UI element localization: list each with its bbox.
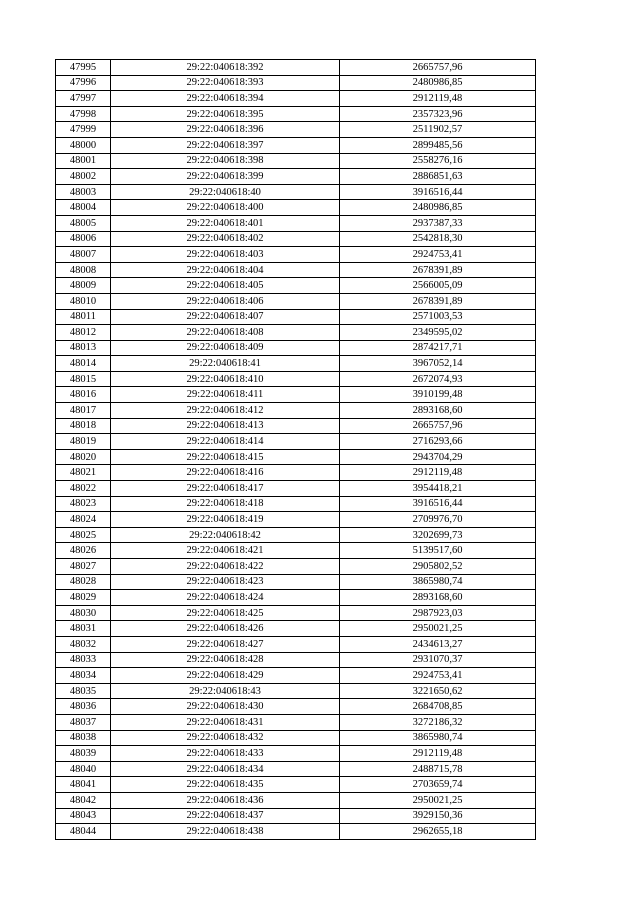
table-row	[56, 668, 536, 684]
cadastral-number-cell: 29:22:040618:404	[111, 262, 340, 278]
cadastral-number-cell: 29:22:040618:427	[111, 636, 340, 652]
cadastral-number-cell: 29:22:040618:40	[111, 184, 340, 200]
row-number-cell: 48025	[56, 527, 111, 543]
cadastral-number-cell: 29:22:040618:407	[111, 309, 340, 325]
cadastral-value-cell: 2665757,96	[340, 418, 536, 434]
table-row	[56, 137, 536, 153]
table-row	[56, 387, 536, 403]
cadastral-value-cell: 2962655,18	[340, 824, 536, 840]
row-number-cell: 48036	[56, 699, 111, 715]
row-number-cell: 48018	[56, 418, 111, 434]
cadastral-value-cell: 2480986,85	[340, 75, 536, 91]
cadastral-value-cell: 2672074,93	[340, 371, 536, 387]
cadastral-value-cell: 3929150,36	[340, 808, 536, 824]
row-number-cell: 48038	[56, 730, 111, 746]
row-number-cell: 48015	[56, 371, 111, 387]
cadastral-number-cell: 29:22:040618:436	[111, 792, 340, 808]
cadastral-number-cell: 29:22:040618:42	[111, 527, 340, 543]
cadastral-value-cell: 2937387,33	[340, 215, 536, 231]
cadastral-number-cell: 29:22:040618:406	[111, 293, 340, 309]
table-row	[56, 434, 536, 450]
cadastral-number-cell: 29:22:040618:431	[111, 714, 340, 730]
cadastral-number-cell: 29:22:040618:403	[111, 247, 340, 263]
table-row	[56, 122, 536, 138]
cadastral-value-cell: 2987923,03	[340, 605, 536, 621]
table-row	[56, 340, 536, 356]
cadastral-number-cell: 29:22:040618:416	[111, 465, 340, 481]
row-number-cell: 48033	[56, 652, 111, 668]
table-row	[56, 403, 536, 419]
cadastral-value-cell: 2912119,48	[340, 465, 536, 481]
cadastral-value-cell: 2950021,25	[340, 621, 536, 637]
cadastral-value-cell: 2488715,78	[340, 761, 536, 777]
cadastral-number-cell: 29:22:040618:394	[111, 91, 340, 107]
row-number-cell: 47996	[56, 75, 111, 91]
row-number-cell: 48031	[56, 621, 111, 637]
cadastral-value-cell: 3272186,32	[340, 714, 536, 730]
cadastral-number-cell: 29:22:040618:425	[111, 605, 340, 621]
cadastral-value-cell: 2912119,48	[340, 91, 536, 107]
table-row	[56, 574, 536, 590]
cadastral-value-cell: 2558276,16	[340, 153, 536, 169]
cadastral-value-cell: 2357323,96	[340, 106, 536, 122]
cadastral-value-cell: 2924753,41	[340, 668, 536, 684]
cadastral-value-cell: 3967052,14	[340, 356, 536, 372]
row-number-cell: 48034	[56, 668, 111, 684]
cadastral-value-cell: 2480986,85	[340, 200, 536, 216]
row-number-cell: 48017	[56, 403, 111, 419]
row-number-cell: 48027	[56, 559, 111, 575]
row-number-cell: 48023	[56, 496, 111, 512]
row-number-cell: 47998	[56, 106, 111, 122]
cadastral-number-cell: 29:22:040618:400	[111, 200, 340, 216]
table-row	[56, 465, 536, 481]
row-number-cell: 48009	[56, 278, 111, 294]
row-number-cell: 48029	[56, 590, 111, 606]
cadastral-number-cell: 29:22:040618:434	[111, 761, 340, 777]
cadastral-number-cell: 29:22:040618:435	[111, 777, 340, 793]
table-row	[56, 60, 536, 76]
cadastral-value-cell: 3954418,21	[340, 481, 536, 497]
table-row	[56, 527, 536, 543]
table-row	[56, 184, 536, 200]
table-row	[56, 621, 536, 637]
cadastral-number-cell: 29:22:040618:414	[111, 434, 340, 450]
table-row	[56, 746, 536, 762]
cadastral-value-cell: 2703659,74	[340, 777, 536, 793]
table-row	[56, 309, 536, 325]
table-row	[56, 75, 536, 91]
row-number-cell: 47999	[56, 122, 111, 138]
table-row	[56, 169, 536, 185]
cadastral-value-cell: 2665757,96	[340, 60, 536, 76]
row-number-cell: 48044	[56, 824, 111, 840]
table-row	[56, 652, 536, 668]
row-number-cell: 48016	[56, 387, 111, 403]
cadastral-value-cell: 2893168,60	[340, 590, 536, 606]
table-row	[56, 153, 536, 169]
table-row	[56, 356, 536, 372]
row-number-cell: 48003	[56, 184, 111, 200]
cadastral-number-cell: 29:22:040618:408	[111, 325, 340, 341]
cadastral-value-cell: 2931070,37	[340, 652, 536, 668]
row-number-cell: 48001	[56, 153, 111, 169]
row-number-cell: 48021	[56, 465, 111, 481]
cadastral-number-cell: 29:22:040618:430	[111, 699, 340, 715]
row-number-cell: 48022	[56, 481, 111, 497]
cadastral-number-cell: 29:22:040618:401	[111, 215, 340, 231]
row-number-cell: 48037	[56, 714, 111, 730]
cadastral-value-cell: 3865980,74	[340, 730, 536, 746]
table-row	[56, 559, 536, 575]
cadastral-number-cell: 29:22:040618:397	[111, 137, 340, 153]
table-row	[56, 777, 536, 793]
cadastral-value-cell: 2511902,57	[340, 122, 536, 138]
cadastral-value-cell: 2542818,30	[340, 231, 536, 247]
cadastral-number-cell: 29:22:040618:412	[111, 403, 340, 419]
table-row	[56, 481, 536, 497]
row-number-cell: 48040	[56, 761, 111, 777]
cadastral-number-cell: 29:22:040618:409	[111, 340, 340, 356]
cadastral-number-cell: 29:22:040618:419	[111, 512, 340, 528]
table-row	[56, 792, 536, 808]
table-row	[56, 636, 536, 652]
table-row	[56, 808, 536, 824]
row-number-cell: 48013	[56, 340, 111, 356]
cadastral-number-cell: 29:22:040618:411	[111, 387, 340, 403]
cadastral-value-cell: 2684708,85	[340, 699, 536, 715]
cadastral-value-cell: 3916516,44	[340, 184, 536, 200]
row-number-cell: 48007	[56, 247, 111, 263]
cadastral-number-cell: 29:22:040618:424	[111, 590, 340, 606]
cadastral-value-cell: 2924753,41	[340, 247, 536, 263]
cadastral-number-cell: 29:22:040618:398	[111, 153, 340, 169]
row-number-cell: 47995	[56, 60, 111, 76]
cadastral-number-cell: 29:22:040618:393	[111, 75, 340, 91]
table-row	[56, 215, 536, 231]
cadastral-number-cell: 29:22:040618:438	[111, 824, 340, 840]
row-number-cell: 48030	[56, 605, 111, 621]
cadastral-number-cell: 29:22:040618:402	[111, 231, 340, 247]
row-number-cell: 48039	[56, 746, 111, 762]
row-number-cell: 48000	[56, 137, 111, 153]
row-number-cell: 47997	[56, 91, 111, 107]
cadastral-number-cell: 29:22:040618:399	[111, 169, 340, 185]
cadastral-number-cell: 29:22:040618:417	[111, 481, 340, 497]
table-row	[56, 543, 536, 559]
table-row	[56, 683, 536, 699]
table-row	[56, 590, 536, 606]
table-row	[56, 418, 536, 434]
cadastral-value-cell: 2678391,89	[340, 293, 536, 309]
row-number-cell: 48035	[56, 683, 111, 699]
cadastral-number-cell: 29:22:040618:405	[111, 278, 340, 294]
cadastral-value-cell: 2912119,48	[340, 746, 536, 762]
table-row	[56, 714, 536, 730]
cadastral-value-cell: 3202699,73	[340, 527, 536, 543]
cadastral-value-cell: 2349595,02	[340, 325, 536, 341]
table-row	[56, 293, 536, 309]
row-number-cell: 48024	[56, 512, 111, 528]
table-row	[56, 325, 536, 341]
cadastral-number-cell: 29:22:040618:421	[111, 543, 340, 559]
cadastral-value-cell: 3916516,44	[340, 496, 536, 512]
table-row	[56, 262, 536, 278]
row-number-cell: 48028	[56, 574, 111, 590]
cadastral-number-cell: 29:22:040618:423	[111, 574, 340, 590]
row-number-cell: 48032	[56, 636, 111, 652]
cadastral-value-cell: 3910199,48	[340, 387, 536, 403]
cadastral-value-cell: 2678391,89	[340, 262, 536, 278]
cadastral-value-cell: 5139517,60	[340, 543, 536, 559]
cadastral-number-cell: 29:22:040618:415	[111, 449, 340, 465]
cadastral-number-cell: 29:22:040618:428	[111, 652, 340, 668]
cadastral-value-cell: 2893168,60	[340, 403, 536, 419]
row-number-cell: 48008	[56, 262, 111, 278]
cadastral-value-cell: 2566005,09	[340, 278, 536, 294]
row-number-cell: 48014	[56, 356, 111, 372]
table-row	[56, 699, 536, 715]
cadastral-number-cell: 29:22:040618:433	[111, 746, 340, 762]
cadastral-number-cell: 29:22:040618:41	[111, 356, 340, 372]
cadastral-value-cell: 2716293,66	[340, 434, 536, 450]
table-row	[56, 231, 536, 247]
row-number-cell: 48006	[56, 231, 111, 247]
table-row	[56, 278, 536, 294]
table-row	[56, 200, 536, 216]
cadastral-number-cell: 29:22:040618:392	[111, 60, 340, 76]
row-number-cell: 48041	[56, 777, 111, 793]
row-number-cell: 48043	[56, 808, 111, 824]
cadastral-number-cell: 29:22:040618:422	[111, 559, 340, 575]
table-row	[56, 605, 536, 621]
table-row	[56, 91, 536, 107]
table-row	[56, 824, 536, 840]
cadastral-value-cell: 2886851,63	[340, 169, 536, 185]
cadastral-value-cell: 3221650,62	[340, 683, 536, 699]
row-number-cell: 48026	[56, 543, 111, 559]
row-number-cell: 48012	[56, 325, 111, 341]
table-row	[56, 512, 536, 528]
cadastral-number-cell: 29:22:040618:43	[111, 683, 340, 699]
cadastral-number-cell: 29:22:040618:429	[111, 668, 340, 684]
cadastral-number-cell: 29:22:040618:395	[111, 106, 340, 122]
table-row	[56, 730, 536, 746]
row-number-cell: 48005	[56, 215, 111, 231]
row-number-cell: 48042	[56, 792, 111, 808]
cadastral-value-cell: 2874217,71	[340, 340, 536, 356]
row-number-cell: 48019	[56, 434, 111, 450]
cadastral-number-cell: 29:22:040618:426	[111, 621, 340, 637]
cadastral-value-cell: 2943704,29	[340, 449, 536, 465]
table-row	[56, 761, 536, 777]
table-row	[56, 371, 536, 387]
cadastral-value-cell: 2434613,27	[340, 636, 536, 652]
table-row	[56, 106, 536, 122]
row-number-cell: 48002	[56, 169, 111, 185]
row-number-cell: 48011	[56, 309, 111, 325]
cadastral-value-cell: 2950021,25	[340, 792, 536, 808]
cadastral-value-cell: 2899485,56	[340, 137, 536, 153]
row-number-cell: 48010	[56, 293, 111, 309]
cadastral-number-cell: 29:22:040618:432	[111, 730, 340, 746]
cadastral-number-cell: 29:22:040618:437	[111, 808, 340, 824]
row-number-cell: 48020	[56, 449, 111, 465]
cadastral-value-cell: 3865980,74	[340, 574, 536, 590]
cadastral-value-cell: 2709976,70	[340, 512, 536, 528]
cadastral-number-cell: 29:22:040618:396	[111, 122, 340, 138]
cadastral-value-table	[55, 59, 536, 840]
cadastral-number-cell: 29:22:040618:418	[111, 496, 340, 512]
table-row	[56, 496, 536, 512]
cadastral-value-cell: 2571003,53	[340, 309, 536, 325]
table-body	[56, 60, 536, 840]
row-number-cell: 48004	[56, 200, 111, 216]
cadastral-number-cell: 29:22:040618:413	[111, 418, 340, 434]
cadastral-number-cell: 29:22:040618:410	[111, 371, 340, 387]
table-row	[56, 247, 536, 263]
cadastral-value-cell: 2905802,52	[340, 559, 536, 575]
table-row	[56, 449, 536, 465]
